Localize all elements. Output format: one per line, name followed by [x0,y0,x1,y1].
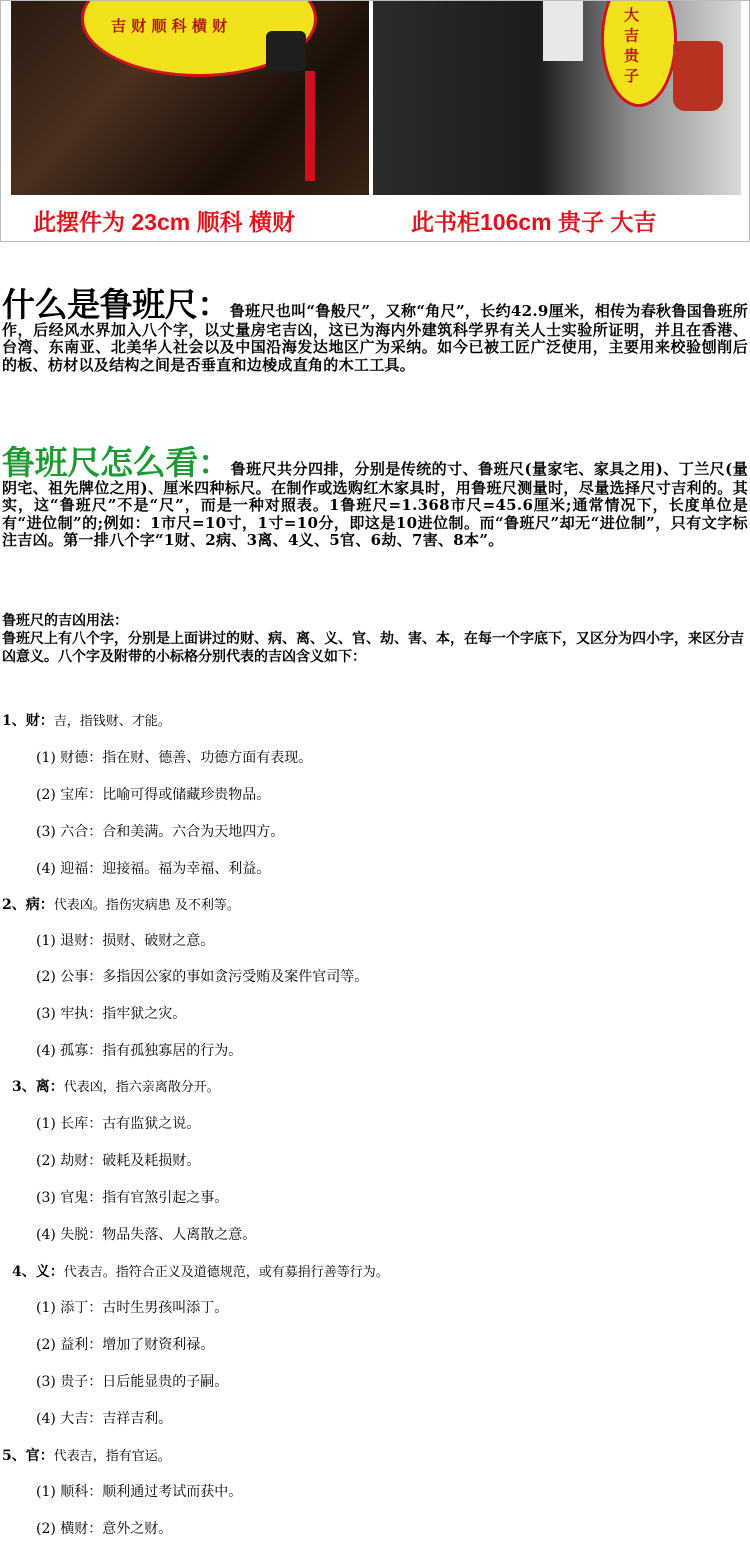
usage-text: 鲁班尺上有八个字，分别是上面讲过的财、病、离、义、官、劫、害、本，在每一个字底下，又区分为四小字，来区分吉凶意义。八个字及附带的小标格分别代表的吉凶含义如下： [2,631,744,665]
list-item: (4) 孤寡：指有孤独寡居的行为。 [36,1043,243,1059]
list-item: (1) 退财：损财、破财之意。 [36,933,215,949]
list-item: (4) 迎福：迎接福。福为幸福、利益。 [36,861,271,877]
list-item: (3) 官鬼：指有官煞引起之事。 [36,1190,229,1206]
category-heading: 1、财：吉，指钱财、才能。 [2,713,171,729]
section-how-to-read-text: 鲁班尺共分四排，分别是传统的寸、鲁班尺(量家宅、家具之用)、丁兰尺(量阴宅、祖先牌位之用)、厘米四种标尺。在制作或选购红木家具时，用鲁班尺测量时，尽量选择尺寸吉利的。其实，这“鲁班尺”不是“尺”，而是一种对照表。1鲁班尺=1.368市尺=45.6厘米;通常情况下，长度单位是有“进位制”的;例如：1市尺=10寸，1寸=10分，即这是10进位制。而“鲁班尺”却无“进位制”，只有文字标注吉凶。第一排八个字“1财、2病、3离、4义、5官、6劫、7害、8本”。 [2,460,749,549]
flower-pot [673,41,723,111]
ruler-markings: 大 吉 贵 子 [622,7,640,83]
tape-measure [266,31,306,71]
section-what-is [2,285,749,374]
list-item: (4) 失脱：物品失落、人离散之意。 [36,1227,257,1243]
list-item: (2) 劫财：破耗及耗损财。 [36,1153,201,1169]
right-photo-caption: 此书柜106cm 贵子 大吉 [411,209,657,235]
list-item: (2) 公事：多指因公家的事如贪污受贿及案件官司等。 [36,969,369,985]
list-item: (3) 六合：合和美满。六合为天地四方。 [36,824,285,840]
usage-title: 鲁班尺的吉凶用法： [2,613,128,629]
category-heading: 4、义：代表吉。指符合正义及道德规范，或有募捐行善等行为。 [12,1264,389,1280]
list-item: (3) 牢执：指牢狱之灾。 [36,1006,187,1022]
ruler-markings: 吉 财 顺 科 横 财 [111,17,228,35]
section-what-is-text: 鲁班尺也叫“鲁般尺”，又称“角尺”，长约42.9厘米，相传为春秋鲁国鲁班所作，后经风水界加入八个字，以丈量房宅吉凶，这已为海内外建筑科学界有关人士实验所证明，并且在香港、台湾、东南亚、北美华人社会以及中国沿海发达地区广为采纳。如今已被工匠广泛使用，主要用来校验刨削后的板、枋材以及结构之间是否垂直和边棱成直角的木工工具。 [2,302,749,374]
section-how-to-read [2,443,749,549]
category-heading: 3、离：代表凶，指六亲离散分开。 [12,1079,220,1095]
category-heading: 5、官：代表吉，指有官运。 [2,1448,171,1464]
book-stack [543,1,583,61]
furniture-photo-left [11,1,369,195]
list-item: (1) 添丁：古时生男孩叫添丁。 [36,1300,229,1316]
left-photo-caption: 此摆件为 23cm 顺科 横财 [33,209,295,235]
photo-strip [0,0,750,242]
category-heading: 2、病：代表凶。指伤灾病患 及不利等。 [2,897,240,913]
bookcase-photo-right [373,1,741,195]
list-item: (4) 大吉：吉祥吉利。 [36,1411,173,1427]
tassel-decoration [305,71,315,181]
list-item: (2) 益利：增加了财资利禄。 [36,1337,215,1353]
section-what-is-heading: 什么是鲁班尺： [2,285,230,324]
list-item: (1) 长库：古有监狱之说。 [36,1116,201,1132]
list-item: (2) 宝库：比喻可得或储藏珍贵物品。 [36,787,271,803]
list-item: (3) 贵子：日后能显贵的子嗣。 [36,1374,229,1390]
list-item: (1) 顺科：顺利通过考试而获中。 [36,1484,243,1500]
list-item: (1) 财德：指在财、德善、功德方面有表现。 [36,750,313,766]
section-how-to-read-heading: 鲁班尺怎么看： [2,443,231,482]
list-item: (2) 横财：意外之财。 [36,1521,173,1537]
